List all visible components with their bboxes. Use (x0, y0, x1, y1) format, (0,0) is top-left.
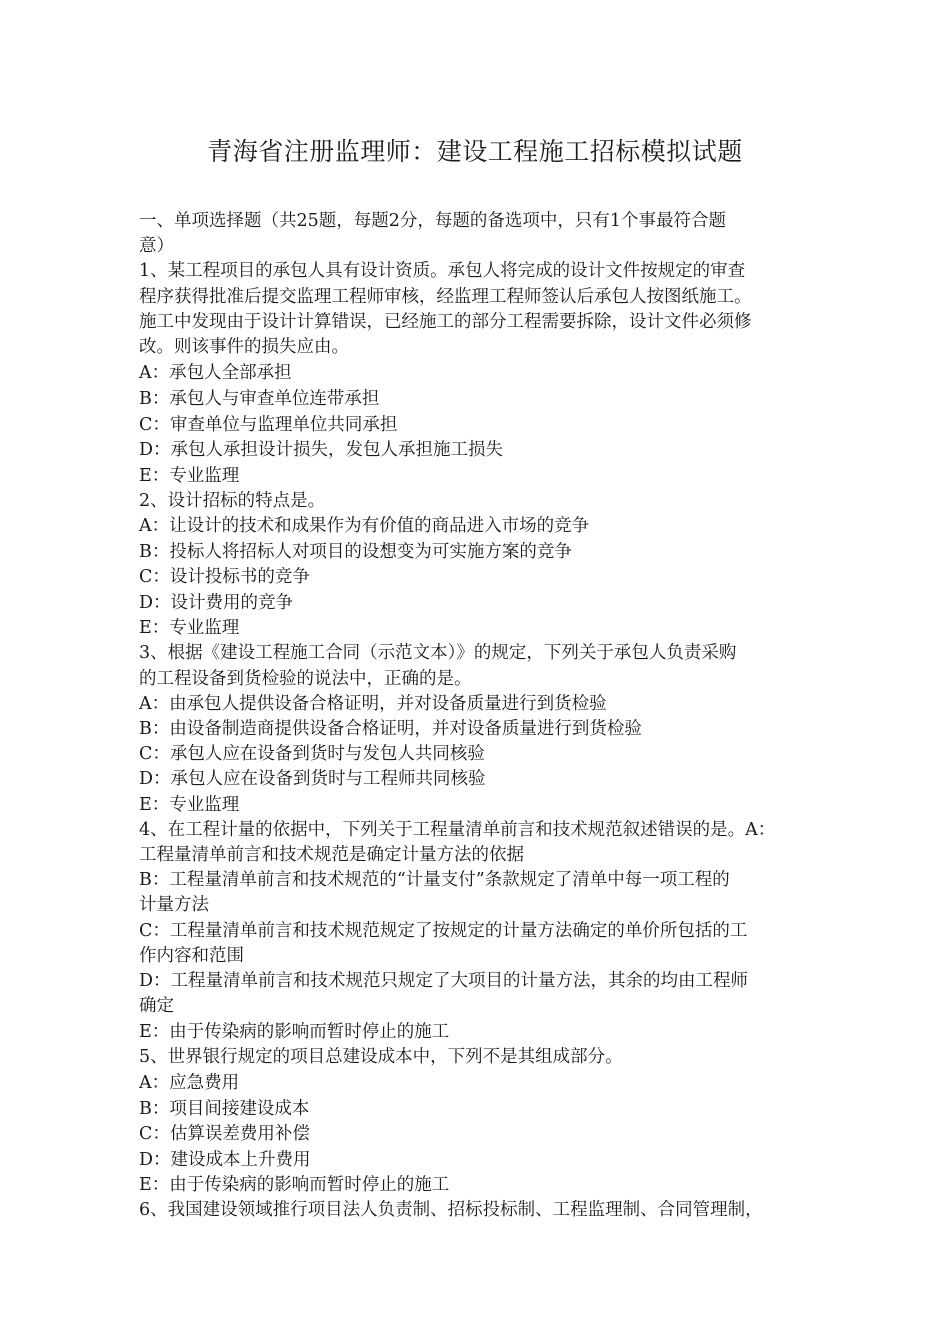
answer-option: A：应急费用 (139, 1072, 240, 1093)
question-line: 5、世界银行规定的项目总建设成本中，下列不是其组成部分。 (139, 1046, 623, 1067)
text-line: 意） (139, 236, 174, 257)
answer-option: D：设计费用的竞争 (139, 593, 294, 614)
answer-option: D：承包人应在设备到货时与工程师共同核验 (139, 769, 486, 790)
document-body (139, 209, 811, 1223)
answer-option: C：审查单位与监理单位共同承担 (139, 414, 398, 435)
answer-option: 工程量清单前言和技术规范是确定计量方法的依据 (139, 845, 524, 866)
answer-option: 作内容和范围 (139, 945, 244, 966)
answer-option: E：专业监理 (139, 794, 240, 815)
text-line: 1、某工程项目的承包人具有设计资质。承包人将完成的设计文件按规定的审查 (139, 261, 746, 282)
answer-option: D：承包人承担设计损失，发包人承担施工损失 (139, 439, 504, 460)
answer-option: E：专业监理 (139, 466, 240, 487)
answer-option: B：投标人将招标人对项目的设想变为可实施方案的竞争 (139, 541, 572, 562)
answer-option: B：工程量清单前言和技术规范的“计量支付”条款规定了清单中每一项工程的 (139, 870, 730, 891)
answer-option: B：由设备制造商提供设备合格证明，并对设备质量进行到货检验 (139, 719, 642, 740)
question-line: 2、设计招标的特点是。 (139, 491, 326, 512)
answer-option: 确定 (139, 996, 174, 1017)
answer-option: E：由于传染病的影响而暂时停止的施工 (139, 1174, 450, 1195)
question-line: 4、在工程计量的依据中，下列关于工程量清单前言和技术规范叙述错误的是。A： (139, 819, 776, 840)
answer-option: D：工程量清单前言和技术规范只规定了大项目的计量方法，其余的均由工程师 (139, 971, 749, 992)
question-line: 的工程设备到货检验的说法中，正确的是。 (139, 668, 472, 689)
answer-option: B：承包人与审查单位连带承担 (139, 389, 380, 410)
page-title: 青海省注册监理师：建设工程施工招标模拟试题 (207, 137, 743, 166)
answer-option: E：专业监理 (139, 618, 240, 639)
answer-option: 计量方法 (139, 895, 209, 916)
text-line: 改。则该事件的损失应由。 (139, 337, 349, 358)
answer-option: C：工程量清单前言和技术规范规定了按规定的计量方法确定的单价所包括的工 (139, 920, 748, 941)
answer-option: D：建设成本上升费用 (139, 1149, 311, 1170)
question-line: 3、根据《建设工程施工合同（示范文本）》的规定，下列关于承包人负责采购 (139, 643, 737, 664)
text-line: 施工中发现由于设计计算错误，已经施工的部分工程需要拆除，设计文件必须修 (139, 311, 752, 332)
answer-option: B：项目间接建设成本 (139, 1099, 310, 1120)
answer-option: A：由承包人提供设备合格证明，并对设备质量进行到货检验 (139, 693, 607, 714)
answer-option: C：估算误差费用补偿 (139, 1124, 310, 1145)
answer-option: A：承包人全部承担 (139, 363, 292, 384)
text-line: 一、单项选择题（共25题，每题2分，每题的备选项中，只有1个事最符合题 (139, 211, 727, 231)
answer-option: C：承包人应在设备到货时与发包人共同核验 (139, 744, 485, 765)
answer-option: A：让设计的技术和成果作为有价值的商品进入市场的竞争 (139, 516, 590, 537)
answer-option: E：由于传染病的影响而暂时停止的施工 (139, 1021, 450, 1042)
question-line: 6、我国建设领域推行项目法人负责制、招标投标制、工程监理制、合同管理制， (139, 1199, 763, 1220)
text-line: 程序获得批准后提交监理工程师审核，经监理工程师签认后承包人按图纸施工。 (139, 286, 752, 307)
answer-option: C：设计投标书的竞争 (139, 566, 310, 587)
